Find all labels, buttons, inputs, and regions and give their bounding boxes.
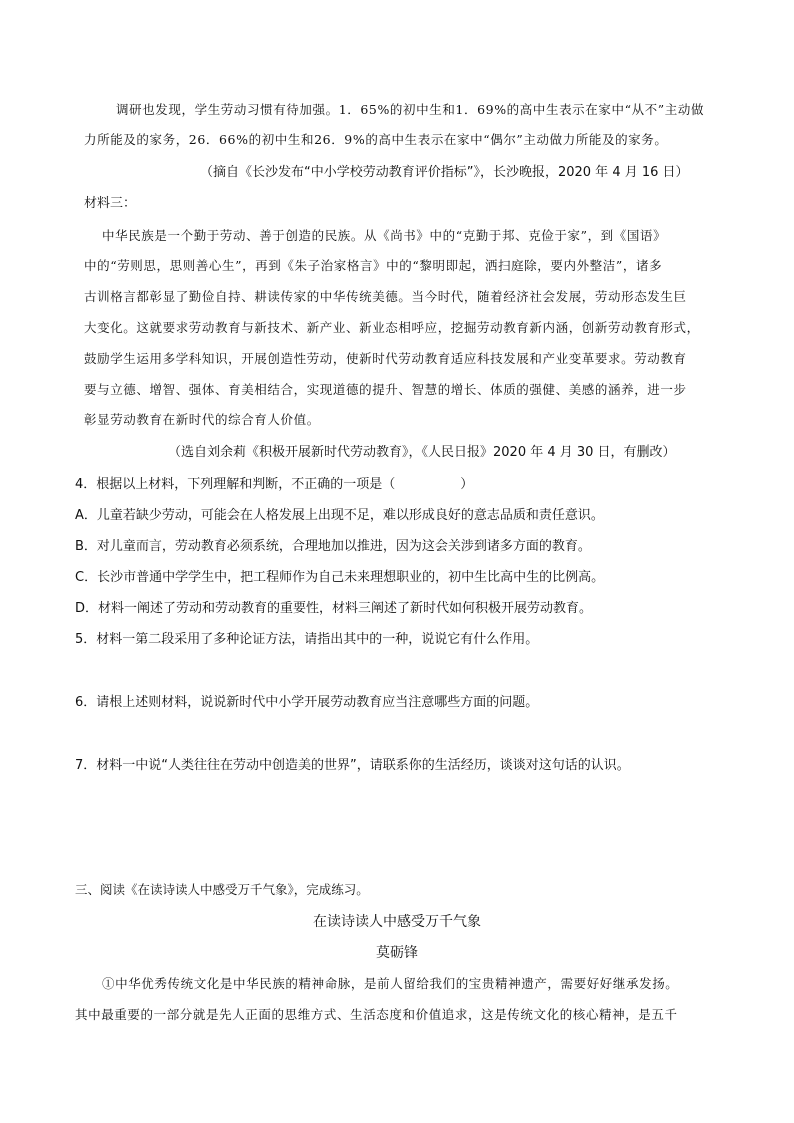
question-4-option-b: B．对儿童而言，劳动教育必须系统，合理地加以推进，因为这会关涉到诸多方面的教育。 (75, 539, 591, 554)
material3-line-1: 中华民族是一个勤于劳动、善于创造的民族。从《尚书》中的“克勤于邦、克俭于家”，到《国语》 (102, 228, 667, 243)
material3-line-3: 古训格言都彰显了勤俭自持、耕读传家的中华传统美德。当今时代，随着经济社会发展，劳动形态发生巨 (84, 289, 687, 304)
material3-line-4: 大变化。这就要求劳动教育与新技术、新产业、新业态相呼应，挖掘劳动教育新内涵，创新劳动教育形式， (84, 320, 700, 335)
question-4: 4．根据以上材料，下列理解和判断，不正确的一项是（ ） (75, 477, 474, 492)
material3-line-6: 要与立德、增智、强体、育美相结合，实现道德的提升、智慧的增长、体质的强健、美感的涵养，进一步 (84, 382, 687, 397)
question-4-option-c: C．长沙市普通中学学生中，把工程师作为自己未来理想职业的，初中生比高中生的比例高。 (75, 570, 605, 585)
article-author: 莫砺锋 (376, 945, 418, 961)
material2-paragraph-line-2: 力所能及的家务，26．66%的初中生和26．9%的高中生表示在家中“偶尔”主动做力所能及的家务。 (84, 132, 668, 147)
material3-line-5: 鼓励学生运用多学科知识，开展创造性劳动，使新时代劳动教育适应科技发展和产业变革要求。劳动教育 (84, 351, 687, 366)
section-3-heading: 三、阅读《在读诗读人中感受万千气象》，完成练习。 (75, 882, 369, 897)
question-5: 5．材料一第二段采用了多种论证方法，请指出其中的一种，说说它有什么作用。 (75, 632, 539, 647)
article-paragraph-1-line-1: ①中华优秀传统文化是中华民族的精神命脉，是前人留给我们的宝贵精神遗产，需要好好继承发扬。 (102, 976, 679, 991)
material3-line-7: 彰显劳动教育在新时代的综合育人价值。 (84, 412, 320, 427)
question-7: 7．材料一中说“人类往往在劳动中创造美的世界”，请联系你的生活经历，谈谈对这句话的认识。 (75, 758, 630, 773)
question-6: 6．请根上述则材料，说说新时代中小学开展劳动教育应当注意哪些方面的问题。 (75, 695, 539, 710)
material3-line-2: 中的“劳则思，思则善心生”，再到《朱子治家格言》中的“黎明即起，洒扫庭除，要内外整洁”，诸多 (84, 258, 663, 273)
material2-paragraph-line-1: 调研也发现，学生劳动习惯有待加强。1．65%的初中生和1．69%的高中生表示在家中“从不”主动做 (116, 102, 705, 117)
article-title: 在读诗读人中感受万千气象 (313, 914, 481, 930)
material3-source: （选自刘余莉《积极开展新时代劳动教育》，《人民日报》2020 年 4 月 30 日，有删改） (168, 445, 676, 460)
question-4-option-a: A．儿童若缺少劳动，可能会在人格发展上出现不足，难以形成良好的意志品质和责任意识。 (75, 508, 604, 523)
material3-heading: 材料三： (84, 196, 137, 211)
question-4-option-d: D．材料一阐述了劳动和劳动教育的重要性，材料三阐述了新时代如何积极开展劳动教育。 (75, 601, 593, 616)
article-paragraph-1-line-2: 其中最重要的一部分就是先人正面的思维方式、生活态度和价值追求，这是传统文化的核心精神，是五千 (75, 1007, 678, 1022)
material2-source: （摘自《长沙发布“中小学校劳动教育评价指标”》，长沙晚报，2020 年 4 月 16 日） (200, 165, 689, 180)
